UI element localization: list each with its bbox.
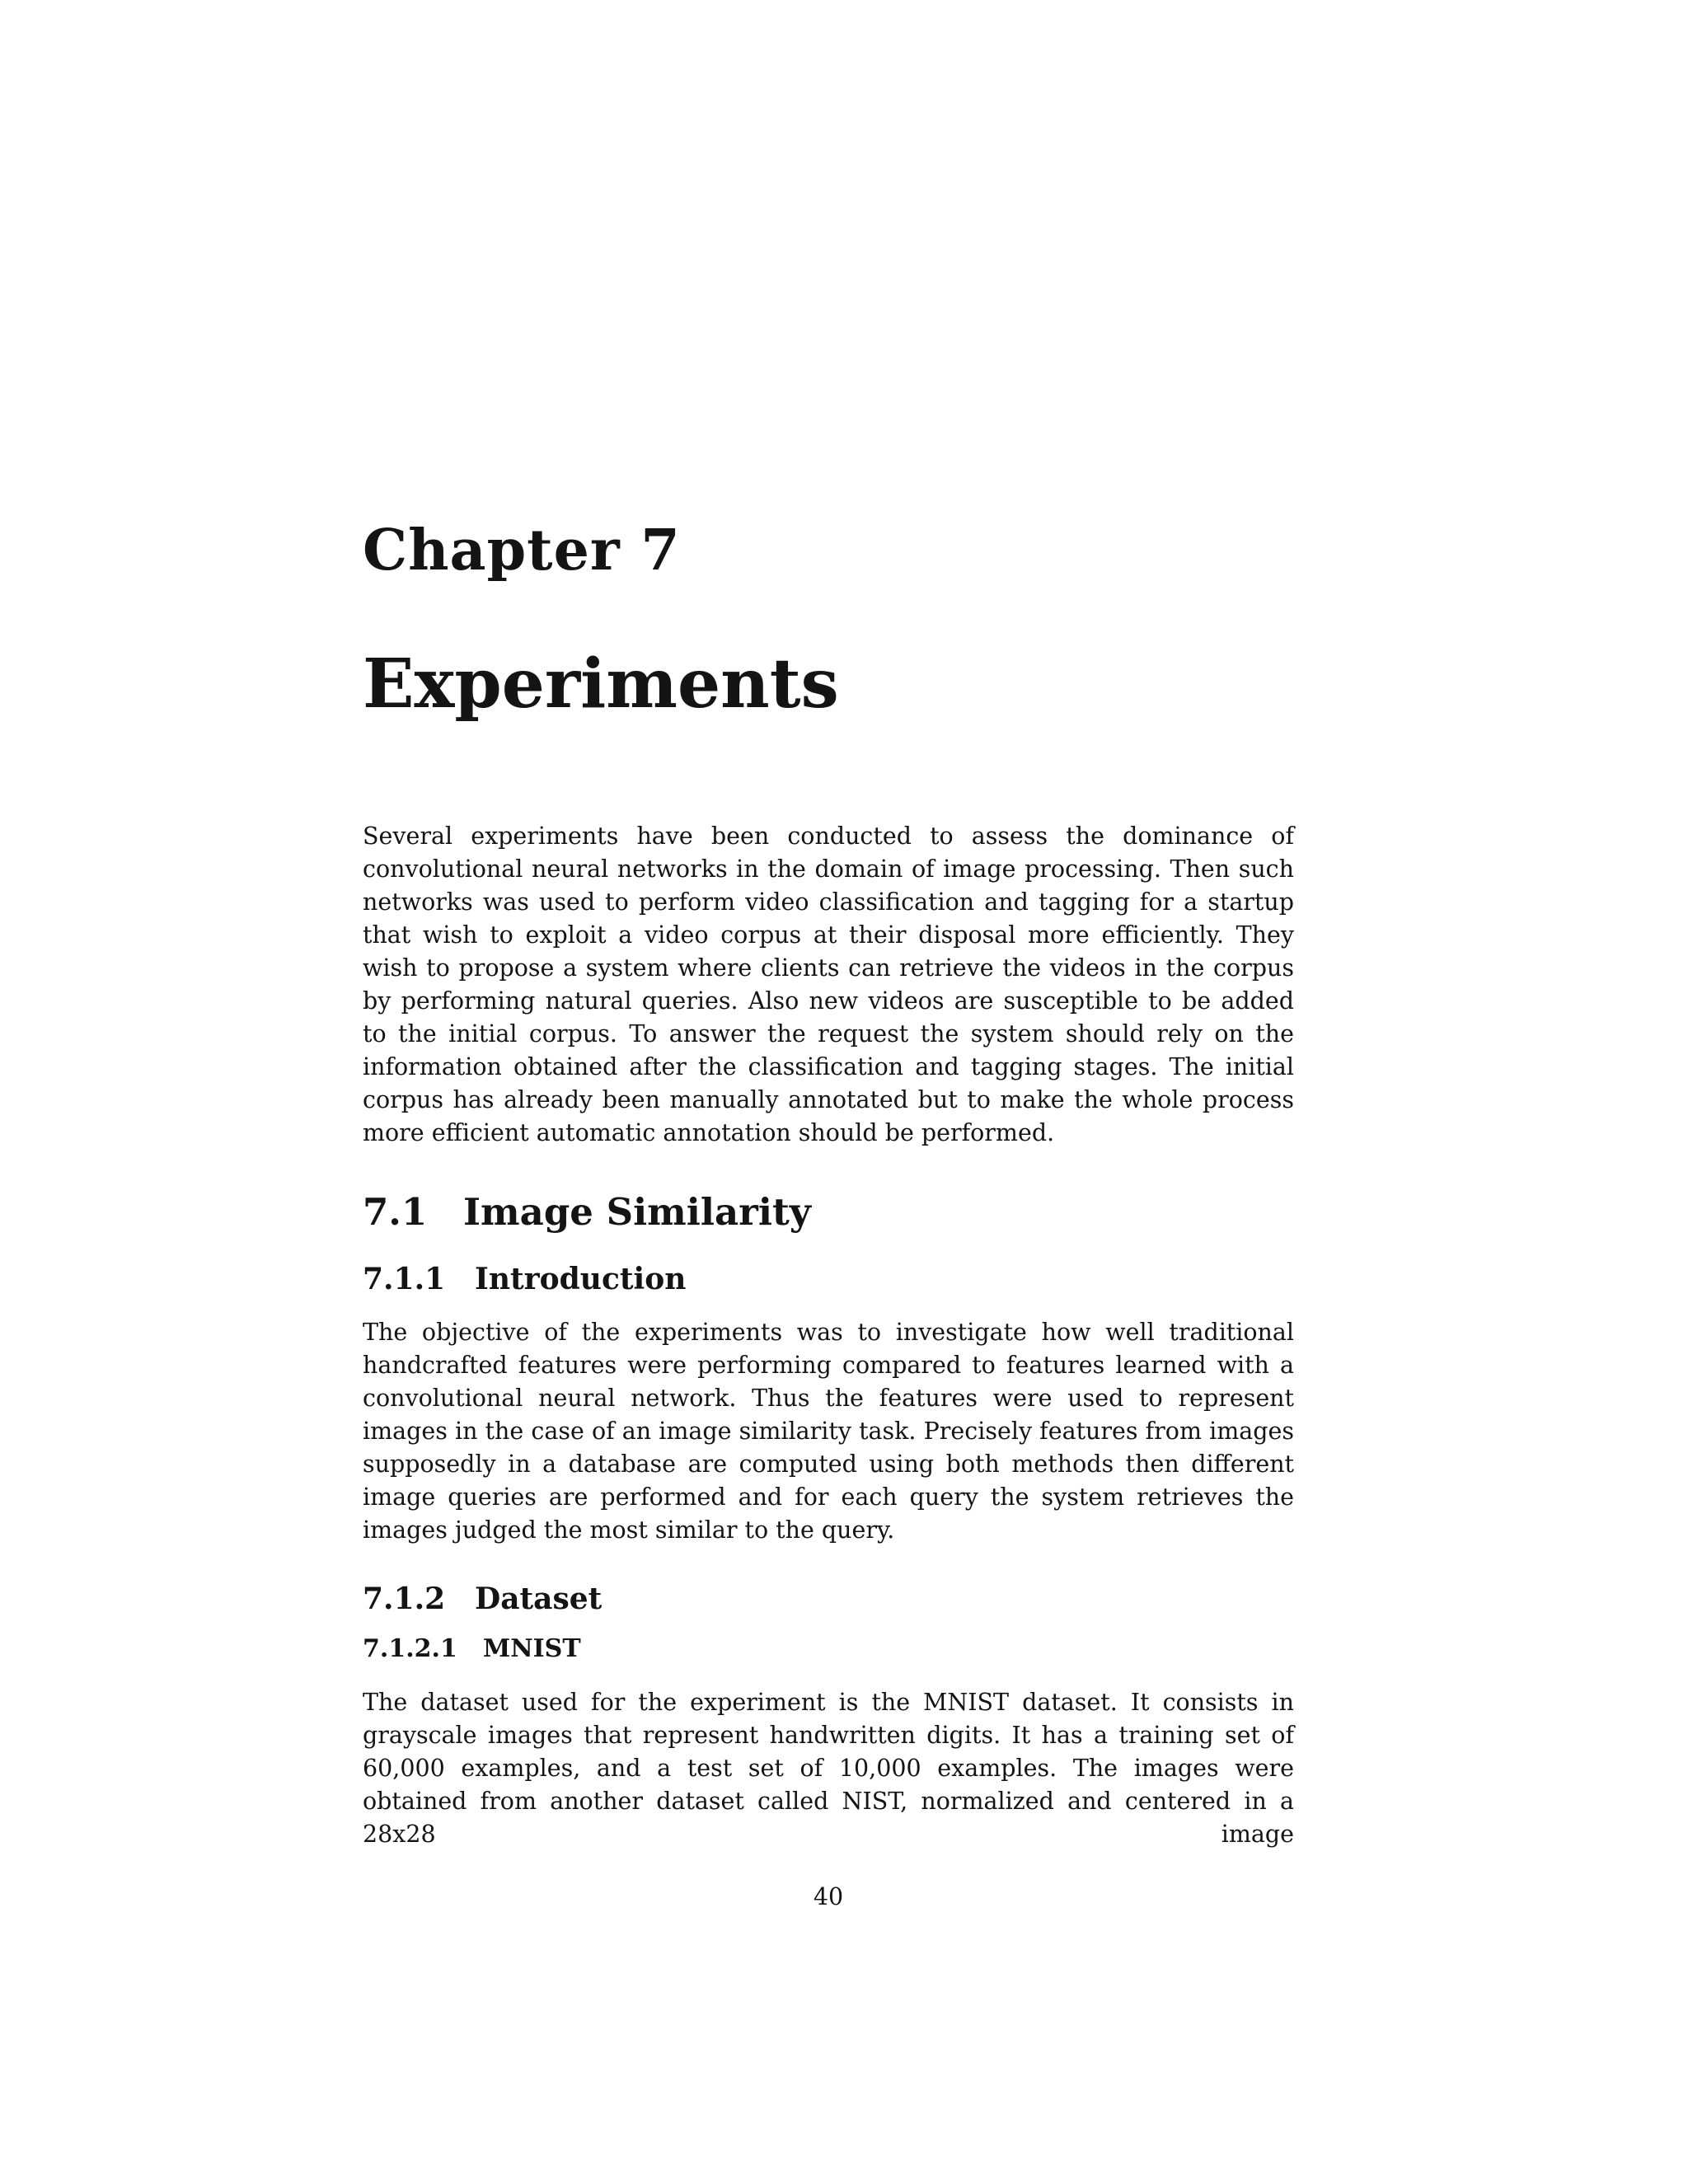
subsection-title: Introduction <box>475 1262 687 1296</box>
subsection-heading-introduction <box>363 1261 686 1297</box>
page-number: 40 <box>813 1883 844 1910</box>
mnist-block <box>363 1686 1294 1851</box>
subsubsection-heading-mnist <box>363 1633 581 1665</box>
subsection-number: 7.1.1 <box>363 1262 446 1296</box>
subsection-number: 7.1.2 <box>363 1582 446 1616</box>
introduction-paragraph: The objective of the experiments was to investigate how well traditional handcrafted features were performing compared to features learned with a convolutional neural network. Thus the features were used to represent images in the case of an image similarity task. Precisely features from images supposedly in a database are computed using both methods then different image queries are performed and for each query the system retrieves the images judged the most similar to the query. <box>363 1319 1294 1544</box>
introduction-block <box>363 1316 1294 1547</box>
section-heading-image-similarity <box>363 1190 811 1235</box>
subsection-heading-dataset <box>363 1581 602 1617</box>
subsubsection-number: 7.1.2.1 <box>363 1634 457 1663</box>
chapter-label: Chapter 7 <box>363 518 681 583</box>
section-title: Image Similarity <box>463 1190 811 1234</box>
chapter-title: Experiments <box>363 644 839 724</box>
section-number: 7.1 <box>363 1190 428 1234</box>
intro-block <box>363 820 1294 1150</box>
mnist-paragraph: The dataset used for the experiment is the MNIST dataset. It consists in grayscale images that represent handwritten digits. It has a training set of 60,000 examples, and a test set of 10,000 examples. The images were obtained from another dataset called NIST, normalized and centered in a 28x28 image <box>363 1689 1294 1848</box>
intro-paragraph: Several experiments have been conducted to assess the dominance of convolutional neural networks in the domain of image processing. Then such networks was used to perform video classification and tagging for a startup that wish to exploit a video corpus at their disposal more efficiently. They wish to propose a system where clients can retrieve the videos in the corpus by performing natural queries. Also new videos are susceptible to be added to the initial corpus. To answer the request the system should rely on the information obtained after the classification and tagging stages. The initial corpus has already been manually annotated but to make the whole process more efficient automatic annotation should be performed. <box>363 823 1294 1146</box>
subsection-title: Dataset <box>475 1582 603 1616</box>
subsubsection-title: MNIST <box>483 1634 581 1663</box>
